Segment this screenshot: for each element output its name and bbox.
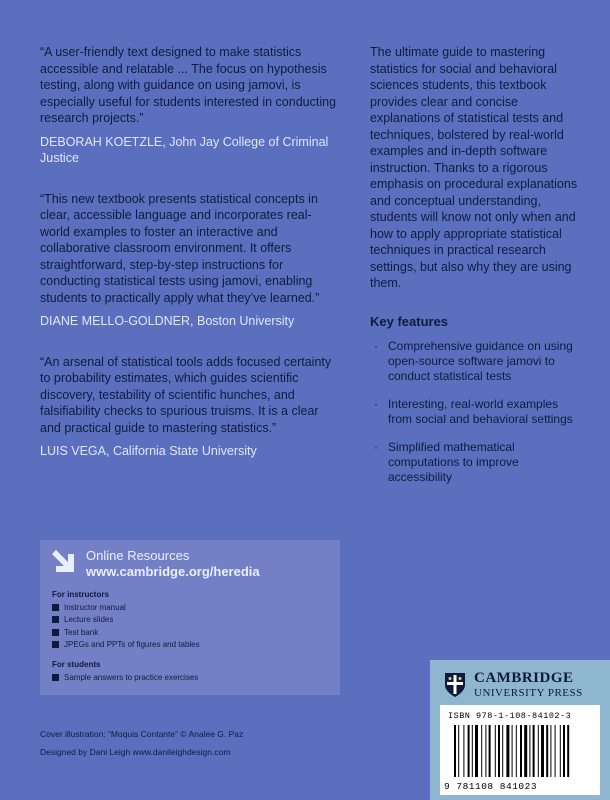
checkbox-icon [52,641,59,648]
book-blurb: The ultimate guide to mastering statistics for social and behavioral sciences students, this textbook provides clear and concise explanations of statistical tests and techniques, bolstered by real-world examples and in-depth software instruction. Thanks to a rigorous emphasis on procedural explanations and conceptual understanding, students will know not only when and how to apply appropriate statistical techniques in practical research settings, but also why they are using them. [370,45,578,290]
arrow-down-right-icon [50,548,76,574]
instructors-heading: For instructors [52,590,109,599]
list-item: Lecture slides [52,614,200,626]
key-feature-text: Simplified mathematical computations to improve accessibility [388,439,519,484]
credits [40,725,243,761]
online-resources-panel [40,540,340,695]
isbn-label: ISBN 978-1-108-84102-3 [448,711,572,721]
key-features-title: Key features [370,313,449,329]
checkbox-icon [52,616,59,623]
publisher-name: CAMBRIDGE [474,670,574,686]
bullet-icon: · [374,439,378,454]
publisher-subtitle: UNIVERSITY PRESS [474,687,583,699]
endorsements [40,44,340,484]
quote-text: “A user-friendly text designed to make statistics accessible and relatable ... The focus on hypothesis testing, along with guidance on using jamovi, is especially useful for students interested in conducting research projects.” [40,45,337,125]
design-credit: Designed by Dani Leigh www.danileighdesign.com [40,747,231,757]
students-heading: For students [52,660,101,669]
isbn-digits: 9 781108 841023 [444,781,538,792]
online-resources-title: Online Resources [86,548,190,563]
cover-credit: Cover illustration: “Moquis Contante” © Analee G. Paz [40,729,244,739]
key-feature-text: Interesting, real-world examples from social and behavioral settings [388,396,573,426]
bullet-icon: · [374,338,378,353]
instructor-resources-list [52,602,200,652]
key-feature-item [370,339,585,384]
quote-text: “This new textbook presents statistical concepts in clear, accessible language and incorporates real-world examples to foster an interactive and collaborative classroom environment. It offers straightforward, step-by-step instructions for conducting statistical tests using jamovi, enabling students to practically apply what they’ve learned.” [40,191,320,305]
description-column [370,44,585,498]
key-feature-item [370,397,585,427]
checkbox-icon [52,604,59,611]
barcode-icon [454,725,590,777]
list-item: Test bank [52,627,200,639]
endorsement-2 [40,191,340,330]
quote-attribution: DEBORAH KOETZLE, John Jay College of Criminal Justice [40,134,329,165]
checkbox-icon [52,629,59,636]
bullet-icon: · [374,396,378,411]
key-feature-item [370,440,585,485]
checkbox-icon [52,674,59,681]
online-resources-url[interactable]: www.cambridge.org/heredia [86,564,260,579]
quote-text: “An arsenal of statistical tools adds focused certainty to probability estimates, which guides scientific discovery, testability of scientific hunches, and falsifiability checks to spurious truisms. It is a clear and practical guide to mastering statistics.” [40,354,332,435]
list-item: JPEGs and PPTs of figures and tables [52,639,200,651]
endorsement-3 [40,354,340,460]
list-item: Instructor manual [52,602,200,614]
isbn-barcode-box [440,705,600,795]
cambridge-shield-icon [444,672,466,698]
quote-attribution: DIANE MELLO-GOLDNER, Boston University [40,314,295,328]
student-resources-list [52,672,198,684]
key-feature-text: Comprehensive guidance on using open-source software jamovi to conduct statistical tests [388,338,573,383]
endorsement-1 [40,44,340,167]
list-item: Sample answers to practice exercises [52,672,198,684]
quote-attribution: LUIS VEGA, California State University [40,444,257,458]
